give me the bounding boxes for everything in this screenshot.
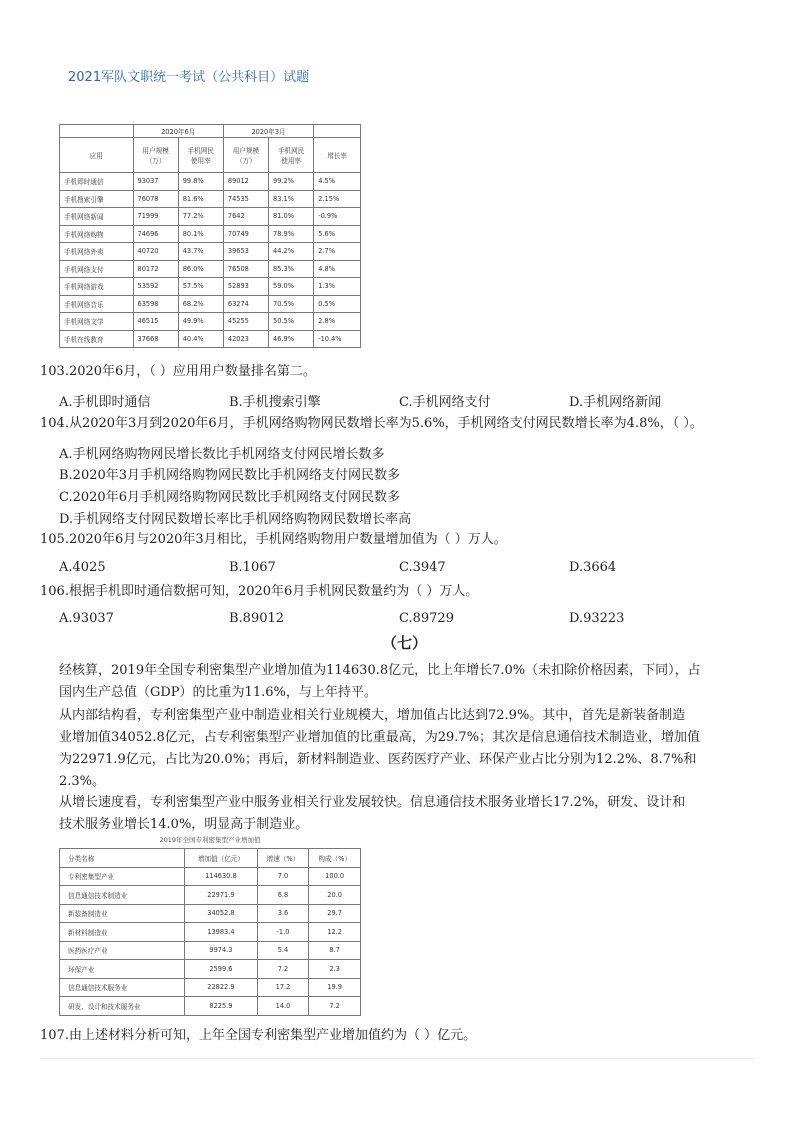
table-cell: 22971.9 — [185, 886, 257, 905]
table-cell: 44.2% — [269, 243, 314, 261]
table-cell: 7642 — [223, 208, 268, 226]
material-paragraph: 经核算，2019年全国专利密集型产业增加值为114630.8亿元，比上年增长7.0%（未扣除价格因素，下同），占 国内生产总值（GDP）的比重为11.6%，与上年持平。 — [59, 663, 701, 700]
answer-option: C.2020年6月手机网络购物网民数比手机网络支付网民数多 — [59, 490, 400, 505]
table-cell: 46515 — [133, 313, 178, 331]
table-row — [60, 313, 361, 331]
table-row — [60, 260, 361, 278]
table-header: 用户规模 （万） — [223, 138, 268, 173]
table-cell-app: 手机网络新闻 — [60, 208, 134, 226]
table-cell-app: 手机网络音乐 — [60, 295, 134, 313]
document-header: 2021军队文职统一考试（公共科目）试题 — [68, 70, 310, 85]
answer-option: B.89012 — [229, 611, 285, 626]
table-header: 增加值（亿元） — [185, 849, 257, 868]
answer-option: A.手机网络购物网民增长数比手机网络支付网民增长数多 — [59, 447, 385, 462]
table-cell: 45255 — [223, 313, 268, 331]
table-row — [60, 978, 361, 997]
answer-option: B.1067 — [229, 560, 276, 575]
table-cell: 4.5% — [314, 173, 361, 191]
table-cell: 3.6 — [257, 904, 309, 923]
table-cell-category: 专利密集型产业 — [60, 867, 185, 886]
table-cell-category: 信息通信技术制造业 — [60, 886, 185, 905]
table-cell-category: 新材料制造业 — [60, 923, 185, 942]
table-cell: 40.4% — [178, 330, 223, 348]
table-cell: 89012 — [223, 173, 268, 191]
question-stem: 107.由上述材料分析可知，上年全国专利密集型产业增加值约为（ ）亿元。 — [40, 1028, 477, 1043]
table-group-header: 2020年6月 — [133, 125, 223, 138]
table-cell: 12.2 — [309, 923, 361, 942]
table-cell: 43.7% — [178, 243, 223, 261]
table-header: 分类名称 — [60, 849, 185, 868]
table-cell: 42023 — [223, 330, 268, 348]
table-cell: 81.0% — [269, 208, 314, 226]
table-row — [60, 867, 361, 886]
answer-option: A.4025 — [59, 560, 106, 575]
table-cell: 22822.9 — [185, 978, 257, 997]
table-cell-app: 手机网络购物 — [60, 225, 134, 243]
table-cell: 13983.4 — [185, 923, 257, 942]
table-cell: 2.15% — [314, 190, 361, 208]
table-cell: 7.2 — [309, 997, 361, 1016]
table-cell: 77.2% — [178, 208, 223, 226]
table-cell: 17.2 — [257, 978, 309, 997]
table-cell: 8.7 — [309, 941, 361, 960]
table-cell: 74535 — [223, 190, 268, 208]
app-usage-table — [59, 124, 361, 348]
table-cell: 71999 — [133, 208, 178, 226]
table-cell: 53592 — [133, 278, 178, 296]
table-header: 增速（%） — [257, 849, 309, 868]
table-cell-app: 手机网络支付 — [60, 260, 134, 278]
table-row — [60, 941, 361, 960]
table-cell: 114630.8 — [185, 867, 257, 886]
table-cell: 1.3% — [314, 278, 361, 296]
table-cell-app: 手机即时通信 — [60, 173, 134, 191]
table-cell: 34052.8 — [185, 904, 257, 923]
answer-option: C.3947 — [399, 560, 446, 575]
table-cell: 76078 — [133, 190, 178, 208]
table-cell: 14.0 — [257, 997, 309, 1016]
table-cell: -10.4% — [314, 330, 361, 348]
table-cell: 40720 — [133, 243, 178, 261]
table-cell-app: 手机搜索引擎 — [60, 190, 134, 208]
table-cell-app: 手机网络游戏 — [60, 278, 134, 296]
table-cell: 2.7% — [314, 243, 361, 261]
table-header: 构成（%） — [309, 849, 361, 868]
answer-option: C.89729 — [399, 611, 454, 626]
answer-option: D.手机网络新闻 — [569, 395, 662, 410]
table-cell-app: 手机在线教育 — [60, 330, 134, 348]
table-cell: 78.9% — [269, 225, 314, 243]
table-header: 手机网民 使用率 — [269, 138, 314, 173]
table-cell: 2.8% — [314, 313, 361, 331]
table-cell: -1.0 — [257, 923, 309, 942]
table-row — [60, 330, 361, 348]
table-cell: 7.2 — [257, 960, 309, 979]
table-cell: 9974.3 — [185, 941, 257, 960]
table-row — [60, 960, 361, 979]
table-cell-category: 新装备制造业 — [60, 904, 185, 923]
material-paragraph: 从内部结构看，专利密集型产业中制造业相关行业规模大，增加值占比达到72.9%。其中，首先是新装备制造 业增加值34052.8亿元，占专利密集型产业增加值的比重最高，为29.7%；其次是信息通信技术制造业，增加值 为22971.9亿元，占比为20.0%；再后，新材料制造业、医药医疗产业、环保产业占比分别为12.2%、8.7%和 2.3%。 — [59, 708, 701, 789]
table-row — [60, 173, 361, 191]
table-cell-category: 环保产业 — [60, 960, 185, 979]
answer-option: D.3664 — [569, 560, 617, 575]
question-stem: 104.从2020年3月到2020年6月，手机网络购物网民数增长率为5.6%，手机网络支付网民数增长率为4.8%，（ ）。 — [40, 416, 703, 431]
table-cell: 57.5% — [178, 278, 223, 296]
answer-option: C.手机网络支付 — [399, 395, 491, 410]
patent-industry-table — [59, 848, 361, 1016]
answer-option: B.2020年3月手机网络购物网民数比手机网络支付网民数多 — [59, 468, 401, 483]
answer-option: B.手机搜索引擎 — [229, 395, 321, 410]
table-cell: 74696 — [133, 225, 178, 243]
table-row — [60, 190, 361, 208]
table-group-header: 2020年3月 — [223, 125, 313, 138]
table-header-blank — [314, 125, 361, 138]
table-cell-app: 手机网络文学 — [60, 313, 134, 331]
table-cell-category: 研发、设计和技术服务业 — [60, 997, 185, 1016]
material-paragraph: 从增长速度看，专利密集型产业中服务业相关行业发展较快。信息通信技术服务业增长17.2%，研发、设计和 技术服务业增长14.0%，明显高于制造业。 — [59, 795, 686, 832]
table-cell: 8225.9 — [185, 997, 257, 1016]
table-row — [60, 904, 361, 923]
table-cell-category: 医药医疗产业 — [60, 941, 185, 960]
table-cell: 0.5% — [314, 295, 361, 313]
table-row — [60, 243, 361, 261]
table-cell: 7.0 — [257, 867, 309, 886]
table-cell: 99.2% — [269, 173, 314, 191]
table-cell: 80.1% — [178, 225, 223, 243]
table-cell: 59.0% — [269, 278, 314, 296]
table-caption: 2019年全国专利密集型产业增加值 — [159, 836, 261, 844]
table-row — [60, 997, 361, 1016]
table-cell: 5.4 — [257, 941, 309, 960]
table-cell: 85.3% — [269, 260, 314, 278]
table-row — [60, 295, 361, 313]
table-cell: 5.6% — [314, 225, 361, 243]
table-header: 应用 — [60, 138, 134, 173]
table-row — [60, 278, 361, 296]
table-cell: 52893 — [223, 278, 268, 296]
table-cell: 70.5% — [269, 295, 314, 313]
table-cell: 19.9 — [309, 978, 361, 997]
table-cell: 63598 — [133, 295, 178, 313]
question-stem: 103.2020年6月，（ ）应用用户数量排名第二。 — [40, 364, 316, 379]
table-cell: 93037 — [133, 173, 178, 191]
table-cell: 63274 — [223, 295, 268, 313]
answer-option: A.手机即时通信 — [59, 395, 151, 410]
table-header: 手机网民 使用率 — [178, 138, 223, 173]
table-row — [60, 923, 361, 942]
table-cell: 20.0 — [309, 886, 361, 905]
answer-option: D.93223 — [569, 611, 625, 626]
question-stem: 105.2020年6月与2020年3月相比，手机网络购物用户数量增加值为（ ）万人。 — [40, 532, 507, 547]
table-cell: 100.0 — [309, 867, 361, 886]
table-header: 用户规模 （万） — [133, 138, 178, 173]
table-cell: 39653 — [223, 243, 268, 261]
table-cell: 80172 — [133, 260, 178, 278]
table-cell: 2.3 — [309, 960, 361, 979]
section-title: （七） — [382, 634, 428, 652]
table-cell: 68.2% — [178, 295, 223, 313]
table-row — [60, 886, 361, 905]
table-cell: 99.8% — [178, 173, 223, 191]
table-cell: 86.0% — [178, 260, 223, 278]
table-cell-app: 手机网络外卖 — [60, 243, 134, 261]
answer-option: D.手机网络支付网民数增长率比手机网络购物网民数增长率高 — [59, 512, 412, 527]
table-cell: 6.8 — [257, 886, 309, 905]
table-cell: 50.5% — [269, 313, 314, 331]
table-cell: 4.8% — [314, 260, 361, 278]
table-cell: 49.9% — [178, 313, 223, 331]
table-cell: 46.9% — [269, 330, 314, 348]
table-cell: 29.7 — [309, 904, 361, 923]
table-cell-category: 信息通信技术服务业 — [60, 978, 185, 997]
table-header: 增长率 — [314, 138, 361, 173]
table-cell: -0.9% — [314, 208, 361, 226]
table-cell: 83.1% — [269, 190, 314, 208]
table-header-blank — [60, 125, 134, 138]
footer-divider — [40, 1058, 755, 1059]
question-stem: 106.根据手机即时通信数据可知，2020年6月手机网民数量约为（ ）万人。 — [40, 584, 479, 599]
table-cell: 81.6% — [178, 190, 223, 208]
table-cell: 76508 — [223, 260, 268, 278]
answer-option: A.93037 — [59, 611, 114, 626]
table-row — [60, 225, 361, 243]
table-row — [60, 208, 361, 226]
table-cell: 70749 — [223, 225, 268, 243]
table-cell: 2599.6 — [185, 960, 257, 979]
table-cell: 37668 — [133, 330, 178, 348]
